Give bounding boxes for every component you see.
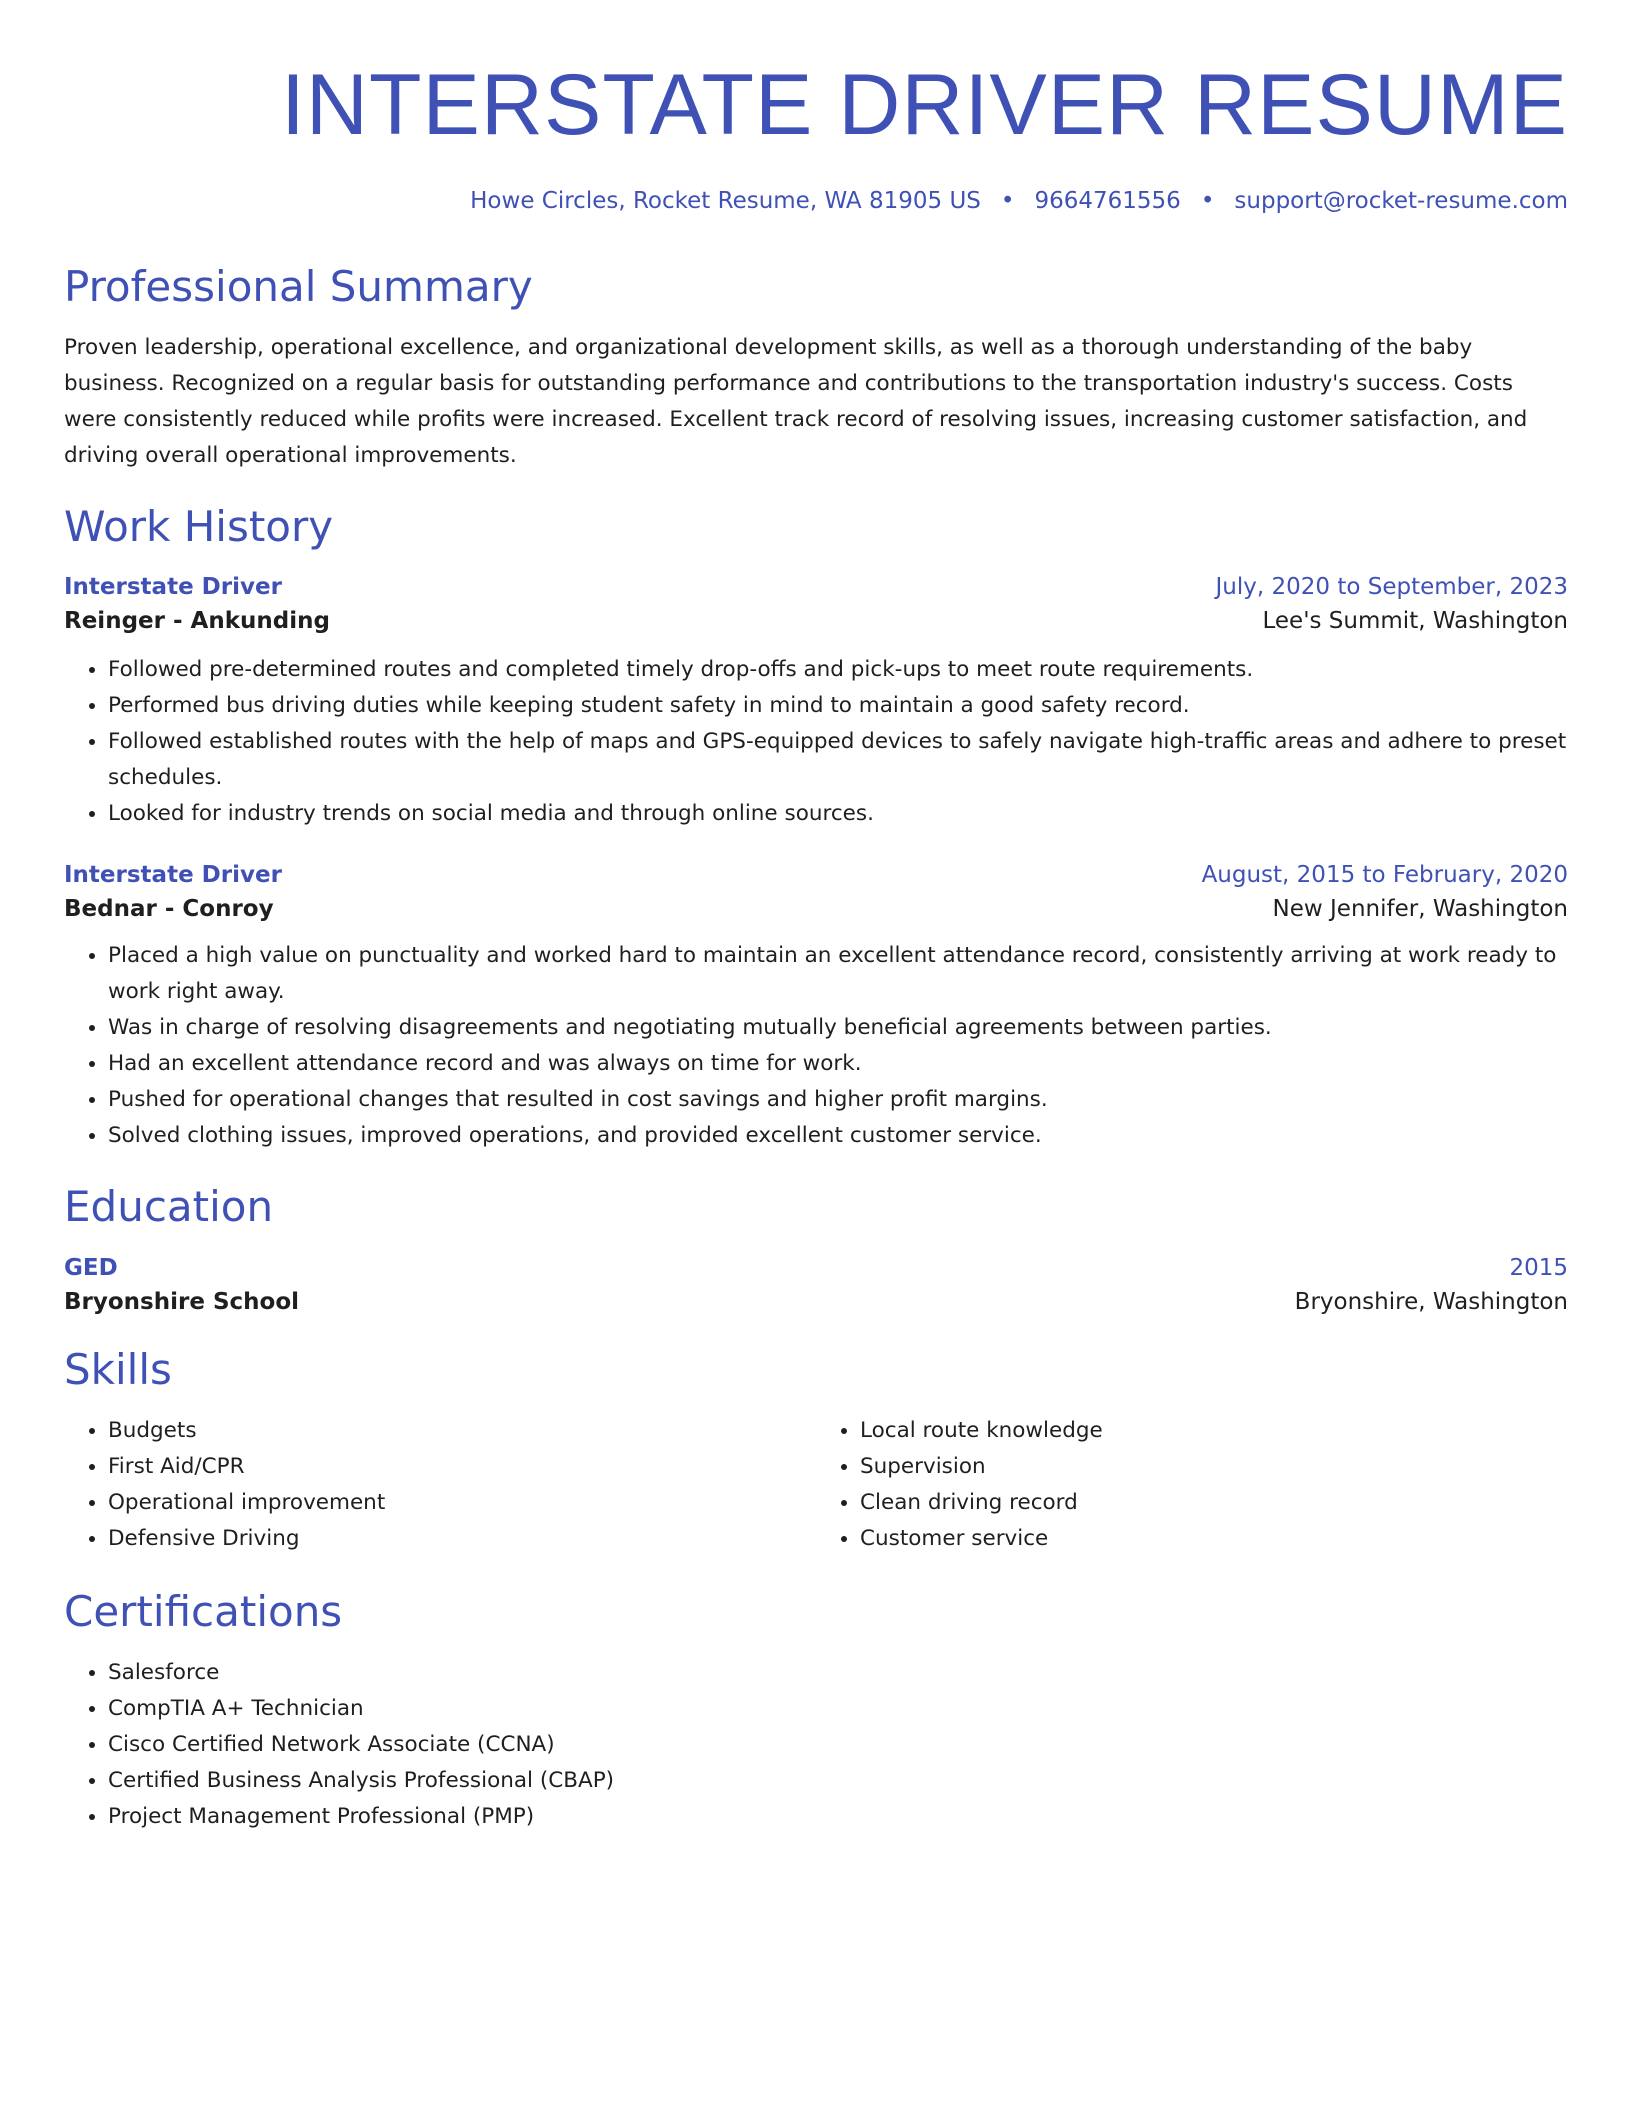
list-item: • First Aid/CPR	[108, 1449, 816, 1485]
certifications-section	[64, 1586, 1568, 1835]
job-bullets	[64, 938, 1568, 1154]
job-location: New Jennifer, Washington	[1272, 896, 1568, 923]
job-bullets	[64, 652, 1568, 832]
contact-phone: 9664761556	[1034, 188, 1181, 214]
list-item: • Solved clothing issues, improved operations, and provided excellent customer service.	[108, 1118, 1568, 1154]
education-header-row	[64, 1255, 1568, 1281]
list-item: • Performed bus driving duties while keeping student safety in mind to maintain a good safety record.	[108, 688, 1568, 724]
skills-grid	[64, 1413, 1568, 1557]
contact-separator: •	[1200, 188, 1215, 214]
job-employer-row	[64, 608, 1568, 634]
education-year: 2015	[1509, 1254, 1568, 1281]
education-location: Bryonshire, Washington	[1294, 1288, 1568, 1315]
list-item: • Budgets	[108, 1413, 816, 1449]
job-dates: July, 2020 to September, 2023	[1215, 574, 1568, 601]
list-item: • Cisco Certified Network Associate (CCNA)	[108, 1727, 1568, 1763]
list-item: • Had an excellent attendance record and was always on time for work.	[108, 1046, 1568, 1082]
section-heading-education: Education	[64, 1182, 274, 1232]
education-degree: GED	[64, 1254, 118, 1281]
list-item: • Looked for industry trends on social media and through online sources.	[108, 796, 1568, 832]
resume-header	[64, 0, 1568, 214]
skills-list-left	[64, 1413, 816, 1557]
summary-text: Proven leadership, operational excellence, and organizational development skills, as well as a thorough understanding of the baby business. Recognized on a regular basis for outstanding performance and contributions to the transportation industry's success. Costs were consistently reduced while profits were increased. Excellent track record of resolving issues, increasing customer satisfaction, and driving overall operational improvements.	[64, 335, 1528, 469]
list-item: • Project Management Professional (PMP)	[108, 1799, 1568, 1835]
section-heading-skills: Skills	[64, 1344, 172, 1394]
job-title: Interstate Driver	[64, 574, 282, 601]
skills-section	[64, 1344, 1568, 1557]
skills-list-right	[816, 1413, 1568, 1557]
job-entry	[64, 862, 1568, 1154]
section-heading-certifications: Certifications	[64, 1586, 343, 1636]
list-item: • Pushed for operational changes that resulted in cost savings and higher profit margins.	[108, 1082, 1568, 1118]
education-section	[64, 1184, 1568, 1314]
job-location: Lee's Summit, Washington	[1262, 608, 1568, 635]
list-item: • Salesforce	[108, 1655, 1568, 1691]
job-header-row	[64, 862, 1568, 888]
contact-line	[64, 188, 1568, 214]
section-heading-work-history: Work History	[64, 502, 334, 552]
list-item: • Clean driving record	[860, 1485, 1568, 1521]
job-entry	[64, 574, 1568, 832]
contact-address: Howe Circles, Rocket Resume, WA 81905 US	[470, 188, 981, 214]
list-item: • Certified Business Analysis Professional (CBAP)	[108, 1763, 1568, 1799]
education-school: Bryonshire School	[64, 1288, 299, 1315]
summary-section	[64, 264, 1568, 474]
contact-email: support@rocket-resume.com	[1234, 188, 1568, 214]
job-dates: August, 2015 to February, 2020	[1201, 862, 1568, 889]
section-heading-summary: Professional Summary	[64, 262, 533, 311]
list-item: • Defensive Driving	[108, 1521, 816, 1557]
list-item: • Operational improvement	[108, 1485, 816, 1521]
job-header-row	[64, 574, 1568, 600]
job-title: Interstate Driver	[64, 862, 282, 889]
job-employer: Bednar - Conroy	[64, 896, 274, 923]
list-item: • Followed established routes with the help of maps and GPS-equipped devices to safely navigate high-traffic areas and adhere to preset schedules.	[108, 724, 1568, 796]
list-item: • CompTIA A+ Technician	[108, 1691, 1568, 1727]
list-item: • Placed a high value on punctuality and worked hard to maintain an excellent attendance record, consistently arriving at work ready to work right away.	[108, 938, 1568, 1010]
list-item: • Supervision	[860, 1449, 1568, 1485]
list-item: • Customer service	[860, 1521, 1568, 1557]
job-employer-row	[64, 896, 1568, 922]
work-history-section	[64, 504, 1568, 1154]
certifications-list	[64, 1655, 1568, 1835]
list-item: • Was in charge of resolving disagreements and negotiating mutually beneficial agreements between parties.	[108, 1010, 1568, 1046]
job-employer: Reinger - Ankunding	[64, 608, 330, 635]
contact-separator: •	[1000, 188, 1015, 214]
education-school-row	[64, 1289, 1568, 1315]
list-item: • Followed pre-determined routes and completed timely drop-offs and pick-ups to meet route requirements.	[108, 652, 1568, 688]
list-item: • Local route knowledge	[860, 1413, 1568, 1449]
resume-title: INTERSTATE DRIVER RESUME	[280, 57, 1568, 153]
